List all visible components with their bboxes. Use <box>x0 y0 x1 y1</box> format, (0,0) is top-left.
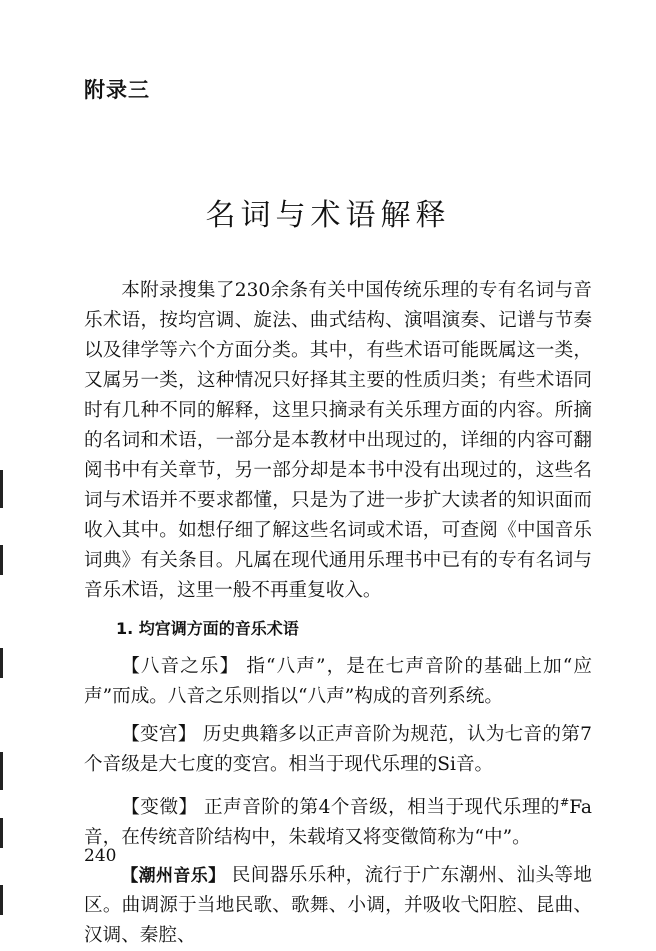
intro-paragraph: 本附录搜集了230余条有关中国传统乐理的专有名词与音乐术语，按均宫调、旋法、曲式结构、演唱演奏、记谱与节奏以及律学等六个方面分类。其中，有些术语可能既属这一类，又属另一类，这种情况只好择其主要的性质归类；有些术语同时有几种不同的解释，这里只摘录有关乐理方面的内容。所摘的名词和术语，一部分是本教材中出现过的，详细的内容可翻阅书中有关章节，另一部分却是本书中没有出现过的，这些名词与术语并不要求都懂，只是为了进一步扩大读者的知识面而收入其中。如想仔细了解这些名词或术语，可查阅《中国音乐词典》有关条目。凡属在现代通用乐理书中已有的专有名词与音乐术语，这里一般不再重复收入。 <box>84 280 592 601</box>
entry-term: 【变徵】 <box>121 797 198 819</box>
section-heading: 1. 均宫调方面的音乐术语 <box>116 619 299 638</box>
entry-text: 正声音阶的第4个音级，相当于现代乐理的 <box>204 797 561 819</box>
scan-edge-mark <box>0 545 3 575</box>
page-title: 名词与术语解释 <box>205 198 451 233</box>
entry-bianzhi <box>84 788 592 853</box>
scan-edge-mark <box>0 752 3 790</box>
scan-edge-mark <box>0 818 3 848</box>
entry-text: 指“八声”，是在七声音阶的基础上加“应声”而成。八音之乐则指以“八声”构成的音列系统。 <box>84 656 592 707</box>
scan-edge-mark <box>0 470 3 508</box>
scan-edge-mark <box>0 885 3 915</box>
entry-chaozhou <box>84 861 592 951</box>
page-number: 240 <box>84 846 117 866</box>
appendix-label: 附录三 <box>84 78 150 102</box>
sharp-sign: # <box>560 796 570 809</box>
body-text <box>84 276 592 951</box>
entry-term: 【变宫】 <box>121 724 197 745</box>
entry-text: 民间器乐乐种，流行于广东潮州、汕头等地区。曲调源于当地民歌、歌舞、小调，并吸收弋阳腔、昆曲、汉调、秦腔、 <box>84 865 592 947</box>
entry-term: 【八音之乐】 <box>121 656 240 677</box>
entry-term: 【潮州音乐】 <box>121 866 226 887</box>
entry-biangong <box>84 720 592 780</box>
entry-bayin <box>84 652 592 712</box>
entry-text: 历史典籍多以正声音阶为规范，认为七音的第7个音级是大七度的变宫。相当于现代乐理的Si音。 <box>84 724 592 775</box>
scan-edge-mark <box>0 648 3 678</box>
entry-text-cont: Fa音，在传统音阶结构中，朱载堉又将变徵简称为“中”。 <box>84 797 592 849</box>
